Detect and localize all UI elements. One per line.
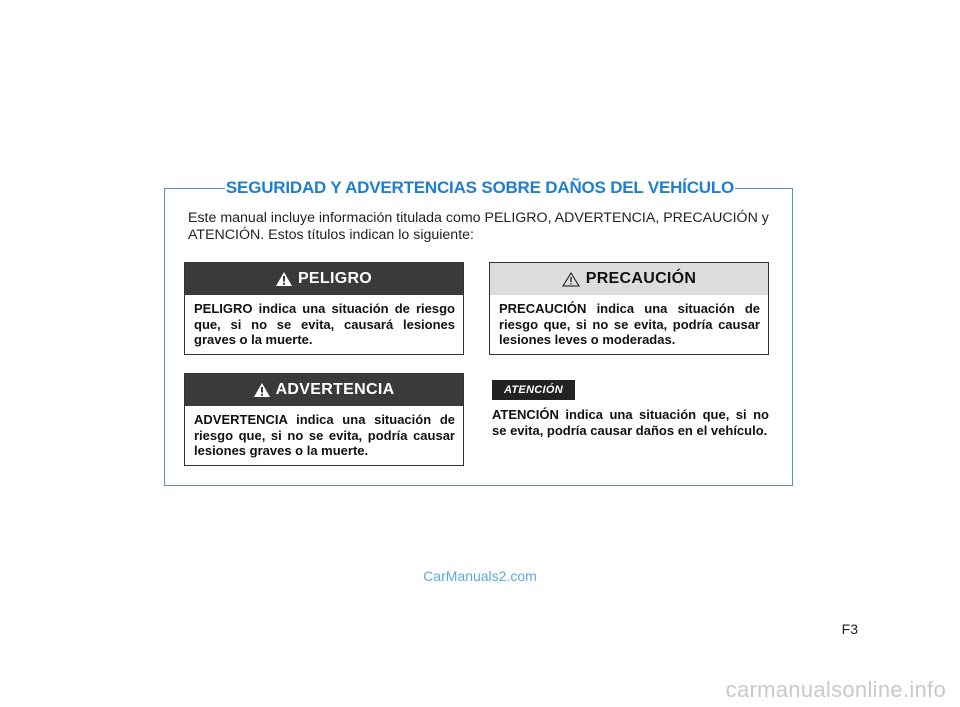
warning-triangle-icon	[276, 272, 292, 286]
notice-badge: ATENCIÓN	[492, 380, 575, 400]
intro-paragraph: Este manual incluye información titulada como PELIGRO, ADVERTENCIA, PRECAUCIÓN y ATENCIÓN. Estos títulos indican lo siguiente:	[188, 210, 769, 243]
footer-watermark: carmanualsonline.info	[725, 677, 946, 702]
warning-box	[184, 373, 464, 466]
caution-label: PRECAUCIÓN	[585, 270, 697, 287]
warning-triangle-icon	[254, 383, 270, 397]
caution-header	[490, 263, 768, 295]
danger-text: PELIGRO indica una situación de riesgo que, si no se evita, causará lesiones graves o la muerte.	[194, 301, 455, 347]
warning-text: ADVERTENCIA indica una situación de riesgo que, si no se evita, podría causar lesiones graves o la muerte.	[194, 412, 455, 458]
caution-box	[489, 262, 769, 355]
section-title: SEGURIDAD Y ADVERTENCIAS SOBRE DAÑOS DEL VEHÍCULO	[225, 176, 735, 200]
notice-text: ATENCIÓN indica una situación que, si no se evita, podría causar daños en el vehículo.	[492, 407, 769, 438]
warning-header	[185, 374, 463, 406]
caution-outline-icon	[562, 272, 580, 287]
caution-text: PRECAUCIÓN indica una situación de riesgo que, si no se evita, podría causar lesiones leves o moderadas.	[499, 301, 760, 347]
watermark-link[interactable]: CarManuals2.com	[423, 568, 537, 584]
danger-label: PELIGRO	[297, 270, 373, 287]
danger-header	[185, 263, 463, 295]
danger-box	[184, 262, 464, 355]
page-number: F3	[841, 621, 858, 637]
warning-label: ADVERTENCIA	[275, 381, 395, 398]
